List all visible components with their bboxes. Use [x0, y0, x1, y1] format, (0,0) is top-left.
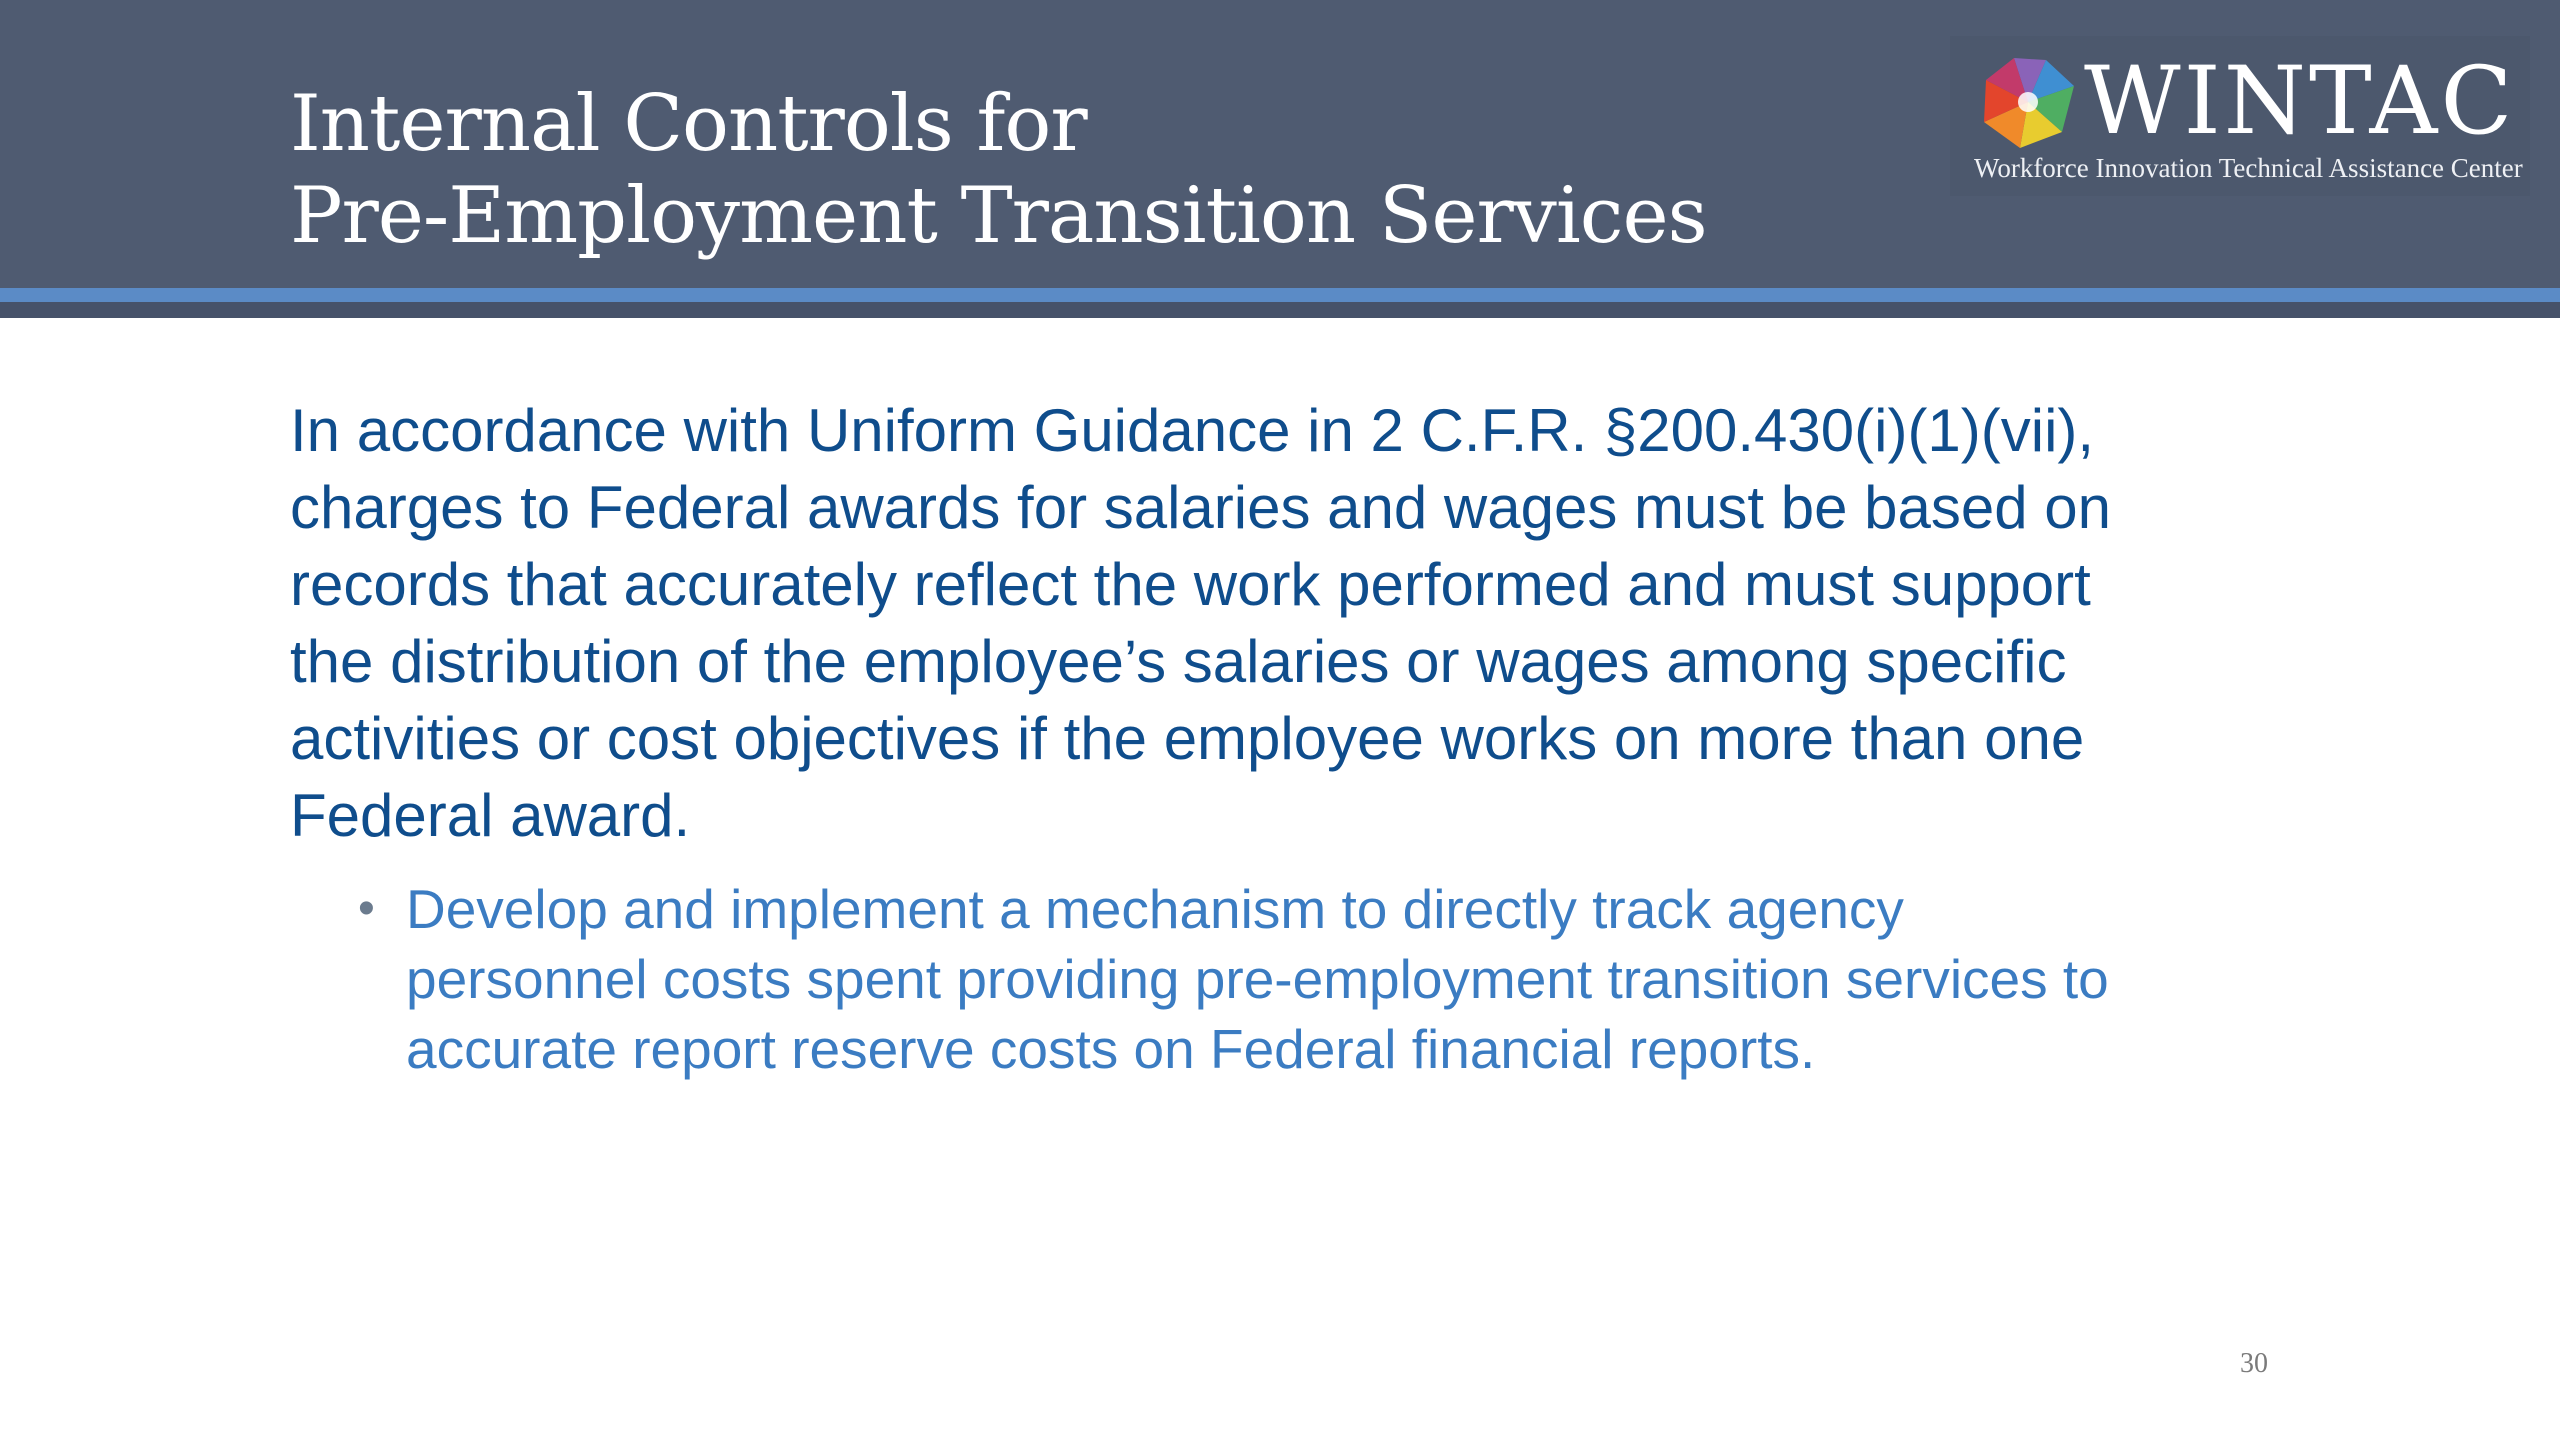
slide-body: [290, 392, 2290, 1084]
title-line: Internal Controls for: [290, 79, 1087, 169]
paragraph-line: charges to Federal awards for salaries and wages must be based on: [290, 474, 2112, 541]
main-paragraph: [290, 392, 2290, 854]
bullet-marker: •: [358, 882, 375, 935]
paragraph-line: Federal award.: [290, 782, 691, 849]
paragraph-line: In accordance with Uniform Guidance in 2 C.F.R. §200.430(i)(1)(vii),: [290, 397, 2095, 464]
logo-subtitle: Workforce Innovation Technical Assistance Center: [1974, 153, 2523, 183]
bullet-item: [290, 874, 2290, 1084]
header-rule-shadow: [0, 302, 2560, 318]
title-line: Pre-Employment Transition Services: [290, 171, 1707, 261]
paragraph-line: activities or cost objectives if the employee works on more than one: [290, 705, 2085, 772]
wintac-logo: [1950, 36, 2530, 196]
paragraph-line: records that accurately reflect the work performed and must support: [290, 551, 2091, 618]
header-band: [0, 0, 2560, 288]
paragraph-line: the distribution of the employee’s salaries or wages among specific: [290, 628, 2067, 695]
header-rule: [0, 288, 2560, 302]
bullet-line: accurate report reserve costs on Federal financial reports.: [406, 1018, 1816, 1080]
page-number: 30: [2240, 1348, 2268, 1379]
pinwheel-logo-icon: [1976, 52, 2080, 156]
bullet-line: Develop and implement a mechanism to directly track agency: [406, 878, 1904, 940]
slide-title: [290, 78, 1707, 262]
bullet-line: personnel costs spent providing pre-employment transition services to: [406, 948, 2109, 1010]
logo-wordmark: WINTAC: [2084, 47, 2516, 156]
